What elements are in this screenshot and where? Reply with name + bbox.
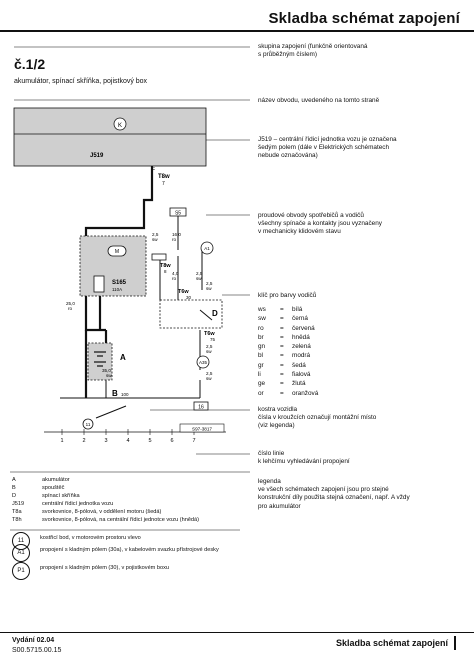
scale-number: 7 [192,438,196,444]
note-circuits: proudové obvody spotřebičů a vodičů všechny spínače a kontakty jsou vyznačeny v mechanicky klidovém stavu [258,212,382,236]
note-ground: kostra vozidla čísla v kroužcích označují montážní místo (viz legenda) [258,406,377,430]
symbol-ground-point: 11 kostřicí bod, v motorovém prostoru vlevo [12,532,242,550]
color-row: ws = bílá [258,306,303,313]
scale-number: 5 [148,438,152,444]
p1-connection-icon: P1 [12,562,30,580]
j519-label: J519 [90,153,104,159]
a1-label: A1 [204,246,210,251]
wire-label: sw [152,237,158,242]
t6w-bottom-label: T6w [204,331,215,337]
color-row: bl = modrá [258,352,311,360]
b-pin: 100 [121,392,129,397]
j519-box [14,108,206,166]
wire-label: sw [206,286,212,291]
color-row: ro = červená [258,324,315,332]
wire-label: 2,5 [206,371,213,376]
scale-numbers [60,438,195,444]
color-row: br = hnědá [258,333,310,341]
scale-number: 4 [126,438,130,444]
note-colors: klíč pro barvy vodičů [258,292,317,299]
wire-label: sw [106,373,112,378]
color-row: gn = zelená [258,343,311,351]
ref-box-label: S97-3817 [192,426,212,432]
a-label: A [120,353,126,362]
f16-label: 16 [198,404,204,411]
d-label: D [212,309,218,318]
wire-label: 2,5 [196,271,203,276]
footer-rule [0,632,474,633]
diagram-subtitle: akumulátor, spínací skříňka, pojistkový box [14,78,148,85]
ground-marker-label: 11 [85,422,91,427]
wire-label: sw [206,349,212,354]
legend-row: B spouštěč [12,485,65,491]
wire-label: 16,0 [172,232,181,237]
s165-label: S165 [112,280,127,286]
wire-label: ro [172,237,177,242]
note-j519: J519 – centrální řídicí jednotka vozu je označena šedým polem (dále v Elektrických schématech nebude označována) [258,136,397,160]
wire-label: 4,0 [172,271,179,276]
note-legend: legenda ve všech schématech zapojení jsou pro stejné konstrukční díly použita stejná označení, např. A vždy pro akumulátor [258,478,410,510]
footer-title: Skladba schémat zapojení [335,638,448,648]
note-name: název obvodu, uvedeného na tomto straně [258,97,380,104]
scale-number: 1 [60,438,64,444]
symbol-a1: A1 propojení s kladným pólem (30a), v kabelovém svazku přístrojové desky [12,544,242,564]
component-legend [12,476,242,524]
t6w-top-pin: 30 [186,295,192,300]
t8w-pin: 7 [162,181,165,187]
color-row: ge = žlutá [258,380,306,388]
scale-number: 3 [104,438,108,444]
legend-row: T8a svorkovnice, 8-pólová, v oddělení motoru (šedá) [12,509,162,515]
wire-label: ro [172,276,177,281]
color-row: sw = černá [258,315,308,323]
wire-label: sw [206,376,212,381]
wire-label: 25,0 [66,301,75,306]
color-row: li = fialová [258,371,311,379]
color-row: or = oranžová [258,389,319,397]
s5-label: S5 [174,210,182,217]
legend-row: T8h svorkovnice, 8-pólová, na centrální řídicí jednotce vozu (hnědá) [12,517,200,523]
k-label: K [117,123,123,129]
wire-label: 2,5 [206,281,213,286]
t6w-top-label: T6w [178,289,189,295]
t6w-bottom-pin: 75 [210,337,216,342]
legend-row: J519 centrální řídicí jednotka vozu [12,501,114,507]
footer-edition: Vydání 02.04 [12,637,55,644]
footer-code: S00.5715.00.15 [12,647,62,654]
wire-label: ro [68,306,73,311]
s165-fuse [94,276,104,292]
color-key-table [258,305,318,398]
f-label: F [152,167,156,173]
t8w-label: T8w [158,174,170,180]
t8w-mid-label: T8w [160,263,171,269]
wire-label: 2,5 [206,344,213,349]
page-header-title: Skladba schémat zapojení [268,10,460,27]
b-label: B [112,389,118,398]
wire-label: sw [196,276,202,281]
scale-number: 2 [82,438,86,444]
scale-number: 6 [170,438,174,444]
legend-row: D spínací skříňka [12,493,80,499]
footer-marker [454,636,456,650]
legend-row: A akumulátor [12,477,70,483]
wire-label: 35,0 [102,368,111,373]
symbol-p1: P1 propojení s kladným pólem (30), v pojistkovém boxu [12,562,242,580]
a35-label: A35 [198,360,208,365]
s165-sub: 110A [112,287,123,292]
a1-connection-icon: A1 [12,544,30,562]
note-group: skupina zapojení (funkčně orientovaná s průběžným číslem) [258,43,368,59]
color-row: gr = šedá [258,361,306,369]
m-label: M [114,249,120,255]
t8w-mid-pin: 8 [164,269,167,274]
ground-point-icon: 11 [12,532,30,550]
note-line: číslo linie k lehčímu vyhledávání propojení [258,450,350,466]
diagram-code: č.1/2 [14,56,46,72]
wire-label: 2,5 [152,232,159,237]
